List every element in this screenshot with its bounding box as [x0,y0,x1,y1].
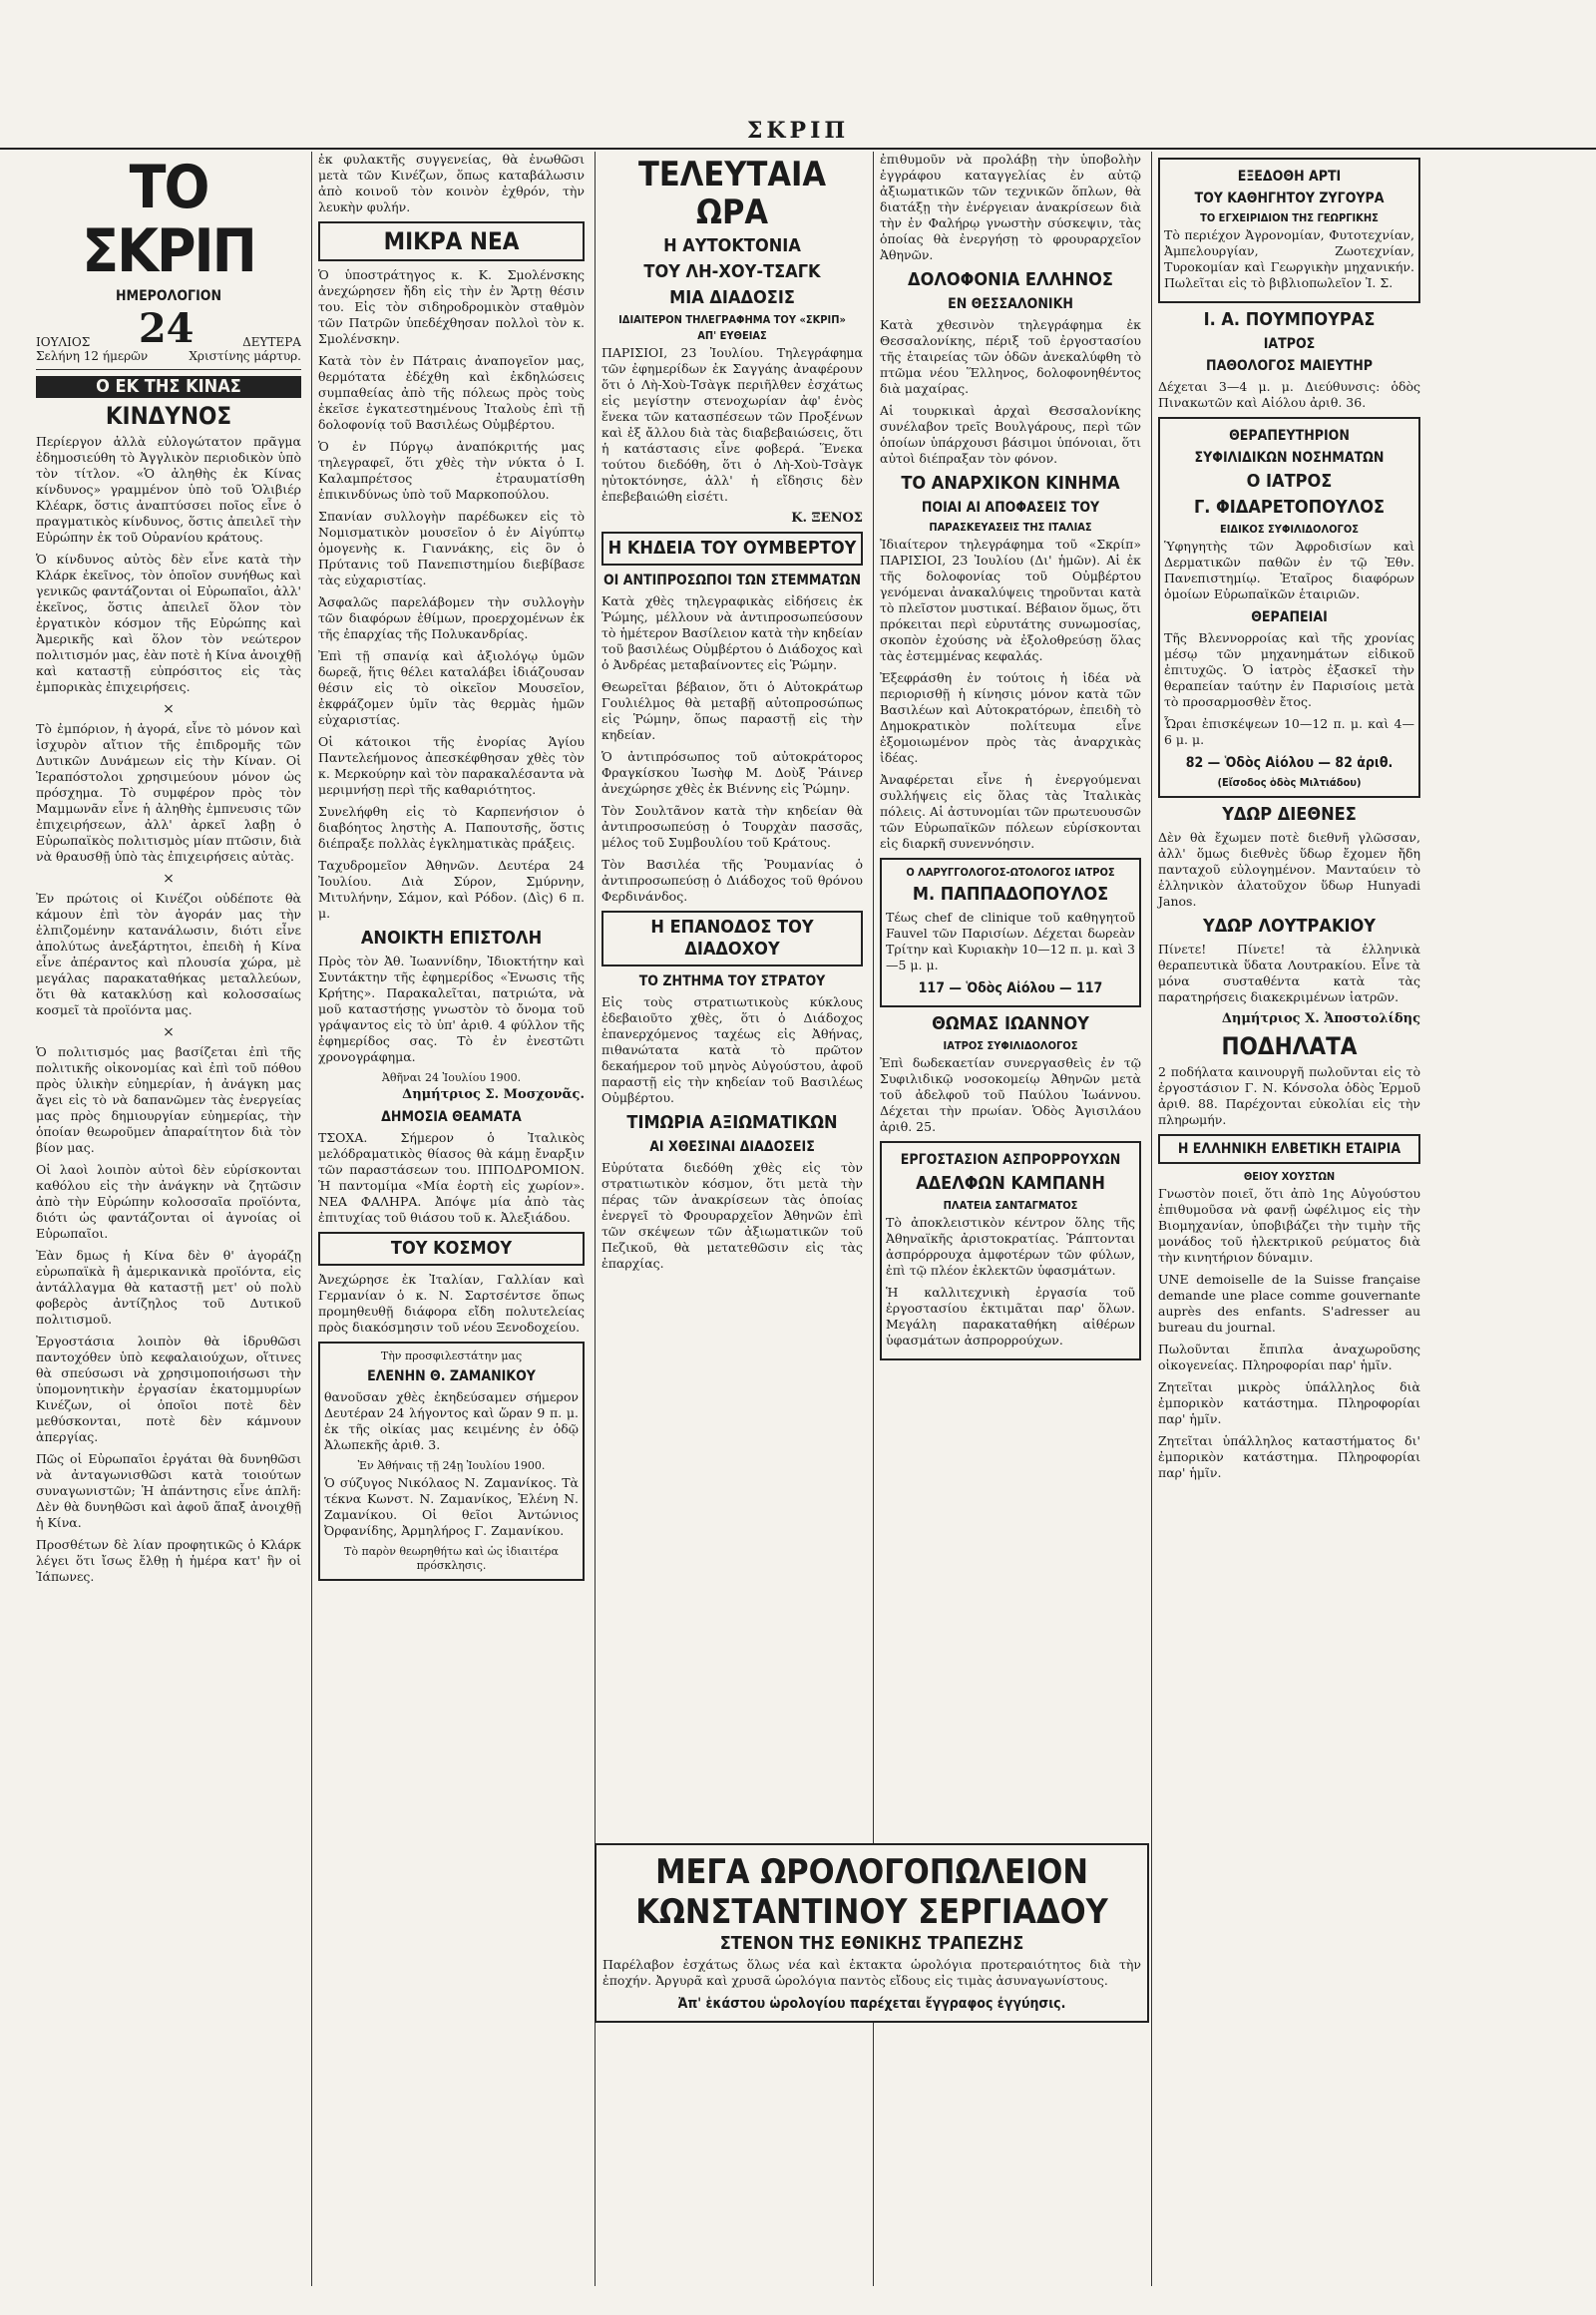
ad-text: Τέως chef de clinique τοῦ καθηγητοῦ Fauvel τῶν Παρισίων. Δέχεται δωρεὰν Τρίτην καὶ Κυριακὴν 10—12 π. μ. καὶ 3—5 μ. μ. [886,910,1135,972]
classified-ad: Πωλοῦνται ἔπιπλα ἀναχωροῦσης οἰκογενείας. Πληροφορίαι παρ' ἡμῖν. [1158,1342,1420,1372]
masthead-title: ΣΚΡΙΠ [746,118,850,144]
subheadline-italy: ΠΑΡΑΣΚΕΥΑΣΕΙΣ ΤΗΣ ΙΤΑΛΙΑΣ [929,521,1092,534]
article-paragraph: Εὐρύτατα διεδόθη χθὲς εἰς τὸν στρατιωτικὸν κόσμον, ὅτι μετὰ τὴν πέρας τῶν ἀνακρίσεων τὰς ὁποίας ἐνεργεῖ τὸ Φρουραρχεῖον Ἀθηνῶν ἐπὶ τῶν σκέψεων τῶν ἀξιωματικῶν τοῦ Πεζικοῦ, θὰ μετατεθῶσιν εἰς τὰς ἐπαρχίας. [601,1160,863,1271]
telegram-signature: Κ. ΞΕΝΟΣ [791,511,863,526]
ad-text: Παρέλαβον ἐσχάτως ὅλως νέα καὶ ἐκτακτα ὡρολόγια προτεραιότητος διὰ τὴν ἐποχήν. Ἀργυρᾶ καὶ χρυσᾶ ὡρολόγια παντὸς εἴδους εἰς τιμὰς ἀσυναγωνίστους. [602,1957,1141,1988]
column-2 [311,152,591,2286]
ad-text: Ὑφηγητὴς τῶν Ἀφροδισίων καὶ Δερματικῶν παθῶν ἐν τῷ Ἐθν. Πανεπιστημίῳ. Ἑταῖρος διαφόρων ὁμοίων Εὐρωπαϊκῶν ἑταιριῶν. [1164,539,1414,601]
article-paragraph: Κατὰ χθὲς τηλεγραφικὰς εἰδήσεις ἐκ Ῥώμης, μέλλουν νὰ ἀντιπροσωπεύσουν τὸ ἡμέτερον Βασίλειον κατὰ τὴν κηδείαν τοῦ βασιλέως Οὐμβέρτου ὁ Διάδοχος καὶ ὁ Ἀνδρέας μεταβαίνοντες εἰς Ῥώμην. [601,593,863,672]
ad-title: ΤΟΥ ΚΑΘΗΓΗΤΟΥ ΖΥΓΟΥΡΑ [1194,191,1385,206]
subheadline-army-issue: ΤΟ ΖΗΤΗΜΑ ΤΟΥ ΣΤΡΑΤΟΥ [638,973,826,989]
headline-danger: ΚΙΝΔΥΝΟΣ [105,402,232,430]
society-news: Ἀνεχώρησε ἐκ Ἰταλίαν, Γαλλίαν καὶ Γερμανίαν ὁ κ. Ν. Σαρτσέντσε ὅπως προμηθευθῇ διάφορα εἴδη πολυτελείας πρὸς διακόσμησιν τοῦ νέου Ξενοδοχείου. [318,1272,585,1335]
article-paragraph: Ἀναφέρεται εἶνε ἡ ἐνεργούμεναι συλλήψεις εἰς ὅλας τὰς Ἰταλικὰς πόλεις. Αἱ ἀστυνομίαι τῶν πρωτευουσῶν τῶν Εὐρωπαϊκῶν πόλεων εὑρίσκονται εἰς διαρκῆ συνεννόησιν. [880,772,1141,851]
news-item: Ταχυδρομεῖον Ἀθηνῶν. Δευτέρα 24 Ἰουλίου. Διὰ Σύρον, Σμύρνην, Μιτυλήνην, Σάμον, καὶ Ρόδον. (Δὶς) 6 π. μ. [318,858,585,921]
ad-heading-watch-shop: ΜΕΓΑ ΩΡΟΛΟΓΟΠΩΛΕΙΟΝ [655,1852,1088,1892]
headline-anarchist: ΤΟ ΑΝΑΡΧΙΚΟΝ ΚΙΝΗΜΑ [901,473,1120,494]
classified-ad: UNE demoiselle de la Suisse française demande une place comme gouvernante auprès des enfants. S'adresser au bureau du journal. [1158,1272,1420,1335]
telegram-label: ΙΔΙΑΙΤΕΡΟΝ ΤΗΛΕΓΡΑΦΗΜΑ ΤΟΥ «ΣΚΡΙΠ» [618,313,846,326]
theater-listing: ΤΣΟΧΑ. Σήμερον ὁ Ἰταλικὸς μελόδραματικὸς θίασος θὰ κάμῃ ἔναρξιν τῶν παραστάσεων του. ΙΠΠΟΔΡΟΜΙΟΝ. Ἡ παντομίμα «Μία ἑορτὴ εἰς χωρίον». ΝΕΑ ΦΑΛΗΡΑ. Ἀπόψε μία ἀπὸ τὰς ἐπιτυχίας τοῦ θιάσου τοῦ κ. Ἀλεξιάδου. [318,1130,585,1225]
ad-title: ΙΑΤΡΟΣ ΣΥΦΙΛΙΔΟΛΟΓΟΣ [943,1039,1078,1052]
ad-heading-water: ΥΔΩΡ ΔΙΕΘΝΕΣ [1222,804,1357,825]
article-paragraph: ἐπιθυμοῦν νὰ προλάβῃ τὴν ὑποβολὴν ἐγγράφου καταγγελίας ἐν αὐτῷ ἀξιωματικῶν τῶν τεχνικῶν ὅπλων, θὰ διατάξῃ τὴν ἐνέργειαν ἀνακρίσεων διὰ τὴν ἐν Φαλήρῳ γνωστὴν σύσκεψιν, τὰς ὁποίας θὰ ἐνεργήσῃ τὸ φρουραρχεῖον Ἀθηνῶν. [880,152,1141,262]
section-separator: × [163,1024,175,1040]
column-1 [30,152,307,2286]
news-item: Ἀσφαλῶς παρελάβομεν τὴν συλλογὴν τῶν διαφόρων ἐθίμων, προερχομένων ἐκ τῆς ἐπαρχίας τῆς Πολυκανδρίας. [318,594,585,641]
ad-text: Δὲν θὰ ἔχωμεν ποτὲ διεθνῆ γλῶσσαν, ἀλλ' ὅμως διεθνὲς ὕδωρ ἔχομεν ἤδη πανταχοῦ εὐλογημένον. Μανταύειν τὸ ἑλληνικὸν ἀλατοῦχον ὕδωρ Hunyadi Janos. [1158,830,1420,909]
article-paragraph: Τὸν Βασιλέα τῆς Ῥουμανίας ὁ ἀντιπροσωπεύσῃ ὁ Διάδοχος τοῦ θρόνου Φερδινάνδος. [601,857,863,904]
ad-signature: Δημήτριος Χ. Ἀποστολίδης [1221,1011,1420,1026]
letter-signature: Δημήτριος Σ. Μοσχονᾶς. [402,1087,585,1102]
ad-text: Τὸ περιέχον Ἀγρονομίαν, Φυτοτεχνίαν, Ἀμπελουργίαν, Ζωοτεχνίαν, Τυροκομίαν καὶ Γεωργικὴν μηχανικήν. Πωλεῖται εἰς τὸ βιβλιοπωλεῖον Ἰ. Σ. [1164,227,1414,290]
ad-title: ΘΕΡΑΠΕΙΑΙ [1251,609,1328,625]
letter-date: Ἀθῆναι 24 Ἰουλίου 1900. [381,1071,522,1084]
headline-li-hung-chang: ΤΟΥ ΛΗ-ΧΟΥ-ΤΣΑΓΚ [643,261,821,282]
section-heading-theaters: ΔΗΜΟΣΙΑ ΘΕΑΜΑΤΑ [381,1109,522,1125]
ad-name: ΚΩΝΣΤΑΝΤΙΝΟΥ ΣΕΡΓΙΑΔΟΥ [635,1892,1108,1932]
classified-ad: Ζητεῖται ὑπάλληλος καταστήματος δι' ἐμπορικὸν κατάστημα. Πληροφορίαι παρ' ἡμῖν. [1158,1433,1420,1480]
death-notice-date: Ἐν Ἀθήναις τῇ 24ῃ Ἰουλίου 1900. [357,1459,546,1472]
article-paragraph: Τὸ ἐμπόριον, ἡ ἀγορά, εἶνε τὸ μόνον καὶ ἰσχυρὸν αἴτιον τῆς ἐπιδρομῆς τῶν Δυτικῶν Δυνάμεων εἰς τὴν Κίναν. Οἱ Ἱεραπόστολοι χρησιμεύουν μόνον ὡς πρόσχημα. Τὸ συμφέρον πρὸς τὸν Μαμμωνᾶν εἶνε ἡ ἀληθὴς ἐμπνευσις τῶν ἐπιχειρήσεων, ἀλλ' ἀρκεῖ λαβῃ ὁ Εὐρωπαϊκὸς πολιτισμὸς μίαν πτῶσιν, διὰ νὰ θραυσθῇ ὑπὸ τὰς ἐπιχειρήσεις αὐτὰς. [36,721,301,864]
headline-last-hour: ΤΕΛΕΥΤΑΙΑ ΩΡΑ [637,155,827,232]
death-notice-note: Τὸ παρὸν θεωρηθήτω καὶ ὡς ἰδιαιτέρα πρόσκλησις. [344,1545,559,1572]
article-paragraph: ἐκ φυλακτῆς συγγενείας, θὰ ἐνωθῶσι μετὰ τῶν Κινέζων, ὅπως καταβάλωσιν ἀπὸ κοινοῦ τὸν κοινὸν ἐχθρόν, τὴν λευκὴν φυλήν. [318,152,585,214]
ad-title: ΕΡΓΟΣΤΑΣΙΟΝ ΑΣΠΡΟΡΡΟΥΧΩΝ [900,1152,1121,1168]
article-paragraph: Οἱ λαοὶ λοιπὸν αὐτοὶ δὲν εὑρίσκονται καθόλου εἰς τὴν ἀνάγκην νὰ ζητῶσιν ἀπὸ τὴν Εὐρώπην κολοσσαῖα προϊόντα, διότι ὡς φαντάζονται οἱ ἀγνοίας οἱ Εὐρωπαῖοι. [36,1162,301,1241]
news-item: Κατὰ τὸν ἐν Πάτραις ἀναπογεῖον μας, θερμότατα ἐδέχθη καὶ ἐκδηλώσεις συμπαθείας ἀπὸ τῆς πόλεως πρὸς τοὺς ἐκεῖσε ἐγκατεστημένους Ἰταλοὺς ἐπὶ τῇ δολοφονίᾳ τοῦ Βασιλέως Οὐμβέρτου. [318,353,585,432]
ad-title: ΠΑΘΟΛΟΓΟΣ ΜΑΙΕΥΤΗΡ [1206,358,1373,374]
saint-label: Χριστίνης μάρτυρ. [189,349,301,363]
news-item: Ἐπὶ τῇ σπανίᾳ καὶ ἀξιολόγῳ ὑμῶν δωρεᾷ, ἥτις θέλει καταλάβει ἰδιάζουσαν θέσιν εἰς τὸ οἰκεῖον Μουσεῖον, ἐκφράζομεν ὑμῖν τὰς θερμὰς ἡμῶν εὐχαριστίας. [318,648,585,727]
article-paragraph: Ἐργοστάσια λοιπὸν θὰ ἱδρυθῶσι παντοχόθεν ὑπὸ κεφαλαιούχων, οἵτινες θὰ σπεύσωσι νὰ χρησιμοποιήσωσι τὴν ὑπομονητικὴν ἐργασίαν ἑκατομμυρίων Κινέζων, οἱ ὁποῖοι ποτὲ δὲν μεθύσκονται, ποτὲ δὲν κάμνουν ἀπεργίας. [36,1334,301,1444]
classified-ad: Ζητεῖται μικρὸς ὑπάλληλος διὰ ἐμπορικὸν κατάστημα. Πληροφορίαι παρ' ἡμῖν. [1158,1379,1420,1426]
ad-title: ΘΕΙΟΥ ΧΟΥΣΤΩΝ [1243,1170,1336,1183]
ad-title: ΕΙΔΙΚΟΣ ΣΥΦΙΛΙΔΟΛΟΓΟΣ [1219,523,1360,536]
news-item: Συνελήφθη εἰς τὸ Καρπενήσιον ὁ διαβόητος ληστὴς Α. Παπουτσῆς, ὅστις διέπραξε πολλὰς ἐγκληματικὰς πράξεις. [318,804,585,851]
ad-text: Ἐπὶ δωδεκαετίαν συνεργασθεὶς ἐν τῷ Συφιλιδικῷ νοσοκομείῳ Ἀθηνῶν μετὰ τοῦ ἀδελφοῦ τοῦ Παύλου Ἰωάννου. Δέχεται τὴν πρωίαν. Ὁδὸς Ἀγισιλάου ἀριθ. 25. [880,1055,1141,1134]
ad-heading-company: Η ΕΛΛΗΝΙΚΗ ΕΛΒΕΤΙΚΗ ΕΤΑΙΡΙΑ [1158,1134,1420,1164]
ad-name: Γ. ΦΙΔΑΡΕΤΟΠΟΥΛΟΣ [1193,497,1386,518]
headline-rumor: ΜΙΑ ΔΙΑΔΟΣΙΣ [669,287,795,308]
section-separator: × [163,871,175,887]
article-paragraph: Ὁ κίνδυνος αὐτὸς δὲν εἶνε κατὰ τὴν Κλάρκ ἐκεῖνος, τὸν ὁποῖον συνήθως καὶ γενικῶς φαντάζονται οἱ Εὐρωπαῖοι, ἀλλ' ἐκεῖνος, ὅστις ἀπειλεῖ ὅλον τὸν ἐργατικὸν κόσμον τῆς Εὐρώπης καὶ Ἀμερικῆς καὶ ὅλον τὸν νεώτερον πολιτισμόν μας, ἐὰν ποτὲ ἡ Κίνα ἀνοιχθῇ καὶ καταστῇ εὐπρόσιτος εἰς τὰς ἐμπορικὰς ἐπιχειρήσεις. [36,552,301,694]
ad-text: Ἡ καλλιτεχνικὴ ἐργασία τοῦ ἐργοστασίου ἐκτιμᾶται παρ' ὅλων. Μεγάλη παρακαταθήκη αἰθέρων ὑφασμάτων ἀσπρορρούχων. [886,1285,1135,1348]
section-separator: × [163,701,175,717]
ad-text: 2 ποδήλατα καινουργῆ πωλοῦνται εἰς τὸ ἐργοστάσιον Γ. Ν. Κόνσολα ὁδὸς Ἑρμοῦ ἀριθ. 88. Παρέχονται εὐκολίαι εἰς τὴν πληρωμήν. [1158,1064,1420,1127]
day-number: 24 [138,305,195,352]
ad-address: ΠΛΑΤΕΙΑ ΣΑΝΤΑΓΜΑΤΟΣ [943,1199,1078,1212]
ad-text: Δέχεται 3—4 μ. μ. Διεύθυνσις: ὁδὸς Πινακωτῶν καὶ Αἰόλου ἀριθ. 36. [1158,379,1420,410]
divider [36,369,301,370]
death-notice-mourners: Ὁ σύζυγος Νικόλαος Ν. Ζαμανίκος. Τὰ τέκνα Κωνστ. Ν. Ζαμανίκος, Ἑλένη Ν. Ζαμανίκου. Οἱ θεῖοι Ἀντώνιος Ὀρφανίδης, Ἀρμηλήρος Γ. Ζαμανίκου. [324,1475,579,1538]
news-item: Ὁ ὑποστράτηγος κ. Κ. Σμολένσκης ἀνεχώρησεν ἤδη εἰς τὴν ἐν Ἄρτῃ θέσιν του. Εἰς τὸν σιδηροδρομικὸν σταθμὸν τῶν Πατρῶν ὑπεδέχθησαν πολλοὶ τὸν κ. Σμολένσκην. [318,267,585,346]
ad-name: ΘΩΜΑΣ ΙΩΑΝΝΟΥ [932,1013,1089,1034]
section-heading-open-letter: ΑΝΟΙΚΤΗ ΕΠΙΣΤΟΛΗ [360,928,543,949]
article-paragraph: Αἱ τουρκικαὶ ἀρχαὶ Θεσσαλονίκης συνέλαβον τρεῖς Βουλγάρους, περὶ τῶν ὁποίων ὑπάρχουσι βάσιμοι ὑπόνοιαι, ὅτι αὐτοὶ διέπραξαν τὸν φόνον. [880,403,1141,466]
ad-title: ΤΟ ΕΓΧΕΙΡΙΔΙΟΝ ΤΗΣ ΓΕΩΡΓΙΚΗΣ [1200,211,1379,224]
article-paragraph: Ἰδιαίτερον τηλεγράφημα τοῦ «Σκρίπ» ΠΑΡΙΣΙΟΙ, 23 Ἰουλίου (Δι' ἡμῶν). Αἱ ἐκ τῆς δολοφονίας τοῦ Οὐμβέρτου γενόμεναι ἀνακαλύψεις τηροῦνται κατὰ τὸ πλεῖστον μυστικαί. Βέβαιον ὅμως, ὅτι πρόκειται περὶ εὐρυτάτης συνωμοσίας, σκοπὸν ἐχούσης νὰ ἐξολοθρεύσῃ ὅλας τὰς ἐστεμμένας κεφαλάς. [880,537,1141,663]
page-masthead [0,118,1596,150]
ad-title: ΕΞΕΔΟΘΗ ΑΡΤΙ [1237,169,1342,185]
ad-title: Ο ΙΑΤΡΟΣ [1246,471,1333,492]
death-notice-intro: Τὴν προσφιλεστάτην μας [380,1350,523,1362]
ad-title: ΙΑΤΡΟΣ [1263,336,1316,352]
news-item: Οἱ κάτοικοι τῆς ἐνορίας Ἁγίου Παντελεήμονος ἀπεσκέφθησαν χθὲς τὸν κ. Μερκούρην καὶ τὸν παρακαλέσαντα νὰ μεριμνήσῃ περὶ τῆς καθαριότητος. [318,734,585,797]
subheadline-decisions: ΠΟΙΑΙ ΑΙ ΑΠΟΦΑΣΕΙΣ ΤΟΥ [921,500,1100,516]
article-paragraph: Κατὰ χθεσινὸν τηλεγράφημα ἐκ Θεσσαλονίκης, πέριξ τοῦ ἐργοστασίου τῆς ἑταιρείας τῶν ὁδῶν ἀνεκαλύφθη τὸ πτῶμα νέου Ἕλληνος, δολοφονηθέντος διὰ μαχαίρας. [880,317,1141,396]
telegram-text: ΠΑΡΙΣΙΟΙ, 23 Ἰουλίου. Τηλεγράφημα τῶν ἐφημερίδων ἐκ Σαγγάης ἀναφέρουν ὅτι ὁ Λὴ-Χοὺ-Τσὰγκ περιῆλθεν ἐσχάτως εἰς μεγίστην στενοχωρίαν ἀφ' ἑνὸς ἕνεκα τῶν κατασπέσεων τῶν Προξένων καὶ ἐξ ἄλλου διὰ τὰς διαβεβαιώσεις, ὅτι ἡ κατάστασις εἶνε φοβερά. Ἕνεκα τούτου διεδόθη, ὅτι ὁ Λὴ-Χοὺ-Τσὰγκ ηὐτοκτόνησε, ἀλλ' ἡ εἴδησις δὲν ἐπεβεβαιώθη εἰσέτι. [601,345,863,504]
headline-officers-punishment: ΤΙΜΩΡΙΑ ΑΞΙΩΜΑΤΙΚΩΝ [626,1112,838,1133]
direct-label: ΑΠ' ΕΥΘΕΙΑΣ [697,329,767,342]
subheadline-rumors: ΑΙ ΧΘΕΣΙΝΑΙ ΔΙΑΔΟΣΕΙΣ [649,1139,815,1155]
headline-china: Ο ΕΚ ΤΗΣ ΚΙΝΑΣ [36,376,301,398]
news-item: Σπανίαν συλλογὴν παρέδωκεν εἰς τὸ Νομισματικὸν μουσεῖον ὁ ἐν Αἰγύπτῳ ὁμογενὴς κ. Γιαννάκης, εἰς ὃν ὁ Πρύτανις τοῦ Πανεπιστημίου διεβίβασε τὰς εὐχαριστίας. [318,509,585,587]
article-paragraph: Τὸν Σουλτᾶνον κατὰ τὴν κηδείαν θὰ ἀντιπροσωπεύσῃ ὁ Τουρχὰν πασσᾶς, μέλος τοῦ Συμβουλίου τοῦ Κράτους. [601,803,863,850]
death-notice-text: θανοῦσαν χθὲς ἐκηδεύσαμεν σήμερον Δευτέραν 24 λήγοντος καὶ ὥραν 9 π. μ. ἐκ τῆς οἰκίας μας κειμένης ἐν ὁδῷ Ἀλωπεκῆς ἀριθ. 3. [324,1389,579,1452]
article-paragraph: Ἐξεφράσθη ἐν τούτοις ἡ ἰδέα νὰ περιορισθῇ ἡ κίνησις μόνον κατὰ τῶν Βασιλέων καὶ Αὐτοκρατόρων, ἐπειδὴ τὸ Δημοκρατικὸν πολίτευμα εἶνε ἐξομοιωμένον πρὸς τὰς ἀναρχικὰς ἰδέας. [880,670,1141,765]
ad-address: 82 — Ὁδὸς Αἰόλου — 82 ἀριθ. [1185,755,1394,771]
subheadline-thessaloniki: ΕΝ ΘΕΣΣΑΛΟΝΙΚΗ [948,296,1073,312]
death-notice [318,1342,585,1581]
headline-funeral: Η ΚΗΔΕΙΑ ΤΟΥ ΟΥΜΒΕΡΤΟΥ [601,532,863,566]
ad-book [1158,158,1420,303]
ad-address: ΣΤΕΝΟΝ ΤΗΣ ΕΘΝΙΚΗΣ ΤΡΑΠΕΖΗΣ [719,1933,1024,1954]
subheadline-representatives: ΟΙ ΑΝΤΙΠΡΟΣΩΠΟΙ ΤΩΝ ΣΤΕΜΜΑΤΩΝ [602,573,862,588]
logo-subtitle: ΗΜΕΡΟΛΟΓΙΟΝ [115,288,222,304]
ad-footer: Ἀπ' ἑκάστου ὡρολογίου παρέχεται ἔγγραφος ἐγγύησις. [677,1996,1066,2012]
article-paragraph: Περίεργον ἀλλὰ εὐλογώτατον πρᾶγμα ἐδημοσιεύθη τὸ Ἀγγλικὸν περιοδικὸν ὑπὸ τὸν τίτλον. «Ὁ ἀληθὴς ἐκ Κίνας κίνδυνος» γραμμένον ὑπὸ τοῦ Ὁλιβιέρ Κλέαρκ, ὅστις ἀναπτύσσει ποῖος εἶνε ὁ πραγματικὸς κίνδυνος, ὅστις ἀπειλεῖ τὴν Εὐρώπην ἐκ τοῦ Οὐρανίου κράτους. [36,434,301,545]
ad-name: Μ. ΠΑΠΠΑΔΟΠΟΥΛΟΣ [912,884,1109,905]
moon-label: Σελήνη 12 ήμερῶν [36,349,149,363]
article-paragraph: Θεωρεῖται βέβαιον, ὅτι ὁ Αὐτοκράτωρ Γουλιέλμος θὰ μεταβῇ αὐτοπροσώπως εἰς Ῥώμην, ὅπως παραστῇ εἰς τὴν κηδείαν. [601,679,863,742]
ad-name: ΑΔΕΛΦΩΝ ΚΑΜΠΑΝΗ [916,1173,1105,1194]
article-paragraph: Πῶς οἱ Εὐρωπαῖοι ἐργάται θὰ δυνηθῶσι νὰ ἀνταγωνισθῶσι κατὰ τοιούτων συναγωνιστῶν; Ἡ ἀπάντησις εἶνε ἁπλῆ: Δὲν θὰ δυνηθῶσι καὶ ἀφοῦ ἅπαξ ἀνοιχθῇ ἡ Κίνα. [36,1451,301,1530]
ad-address: 117 — Ὁδὸς Αἰόλου — 117 [918,980,1103,996]
month-label: ΙΟΥΛΙΟΣ [36,335,91,349]
weekday-label: ΔΕΥΤΕΡΑ [242,335,301,349]
ad-text: Πίνετε! Πίνετε! τὰ ἑλληνικὰ θεραπευτικὰ ὕδατα Λουτρακίου. Εἶνε τὰ μόνα συσταθέντα κατὰ τὰς παρατηρήσεις διακεκριμένων ἰατρῶν. [1158,942,1420,1004]
column-5 [1151,152,1426,2286]
ad-name: Ι. Α. ΠΟΥΜΠΟΥΡΑΣ [1203,309,1376,330]
ad-laryngologist [880,858,1141,1007]
ad-title: ΘΕΡΑΠΕΥΤΗΡΙΟΝ [1229,428,1350,444]
newspaper-logo: ΤΟ ΣΚΡΙΠ [82,153,255,286]
article-paragraph: Προσθέτων δὲ λίαν προφητικῶς ὁ Κλάρκ λέγει ὅτι ἴσως ἔλθῃ ἡ ἡμέρα κατ' ἣν οἱ Ἰάπωνες. [36,1537,301,1584]
headline-suicide: Η ΑΥΤΟΚΤΟΝΙΑ [663,235,801,256]
ad-heading-bicycles: ΠΟΔΗΛΑΤΑ [1221,1032,1358,1060]
article-paragraph: Ἐν πρώτοις οἱ Κινέζοι οὐδέποτε θὰ κάμουν ἐπὶ τὸν ἀγοράν μας τὴν ἐλπιζομένην κατανάλωσιν, διότι εἶνε ἀπολύτως ἀνεξάρτητοι, ἐπειδὴ ἡ Κίνα εἶνε ἀπέραντος καὶ πλουσία χώρα, μὲ μεγάλας παρακαταθήκας μεταλλεύων, ὅτι θὰ κατακλύσῃ καὶ κολοσσαίως κοσμεῖ τὰ προϊόντα μας. [36,891,301,1017]
ad-title: Ο ΛΑΡΥΓΓΟΛΟΓΟΣ-ΩΤΟΛΟΓΟΣ ΙΑΤΡΟΣ [906,866,1115,879]
ad-address: (Εἴσοδος ὁδὸς Μιλτιάδου) [1217,776,1362,789]
date-row [36,305,301,352]
headline-murder: ΔΟΛΟΦΟΝΙΑ ΕΛΛΗΝΟΣ [908,269,1113,290]
article-paragraph: Εἰς τοὺς στρατιωτικοὺς κύκλους ἐδεβαιοῦτο χθὲς, ὅτι ὁ Διάδοχος ἐπανερχόμενος ταχέως εἰς Ἀθήνας, πιθανώτατα κατὰ τὸ πρῶτον δεκαήμερον τοῦ μηνὸς Αὐγούστου, ἀφοῦ παραστῇ εἰς τὴν κηδείαν τοῦ Βασιλέως Οὐμβέρτου. [601,994,863,1105]
ad-text: Τὸ ἀποκλειστικὸν κέντρον ὅλης τῆς Ἀθηναϊκῆς ἀριστοκρατίας. Ῥάπτονται ἀσπρόρρουχα ἀμφοτέρων τῶν φύλων, ἐπὶ τῷ πλέον ἐκλεκτῶν ὑφασμάτων. [886,1215,1135,1278]
article-paragraph: Ὁ ἀντιπρόσωπος τοῦ αὐτοκράτορος Φραγκίσκου Ἰωσὴφ Μ. Δοὺξ Ῥάινερ ἀνεχώρησε χθὲς ἐκ Βιέννης εἰς Ῥώμην. [601,749,863,796]
ad-heading-loutraki: ΥΔΩΡ ΛΟΥΤΡΑΚΙΟΥ [1202,916,1377,937]
letter-body: Πρὸς τὸν Ἀθ. Ἰωαννίδην, Ἰδιοκτήτην καὶ Συντάκτην τῆς ἐφημερίδος «Ἐνωσις τῆς Κρήτης». Παρακαλεῖται, πατριώτα, νὰ μοῦ καταστήσῃς γνωστὸν τὸ ὄνομα τοῦ γράψαντος εἰς τὸ ὑπ' ἀριθ. 4 φύλλον τῆς ἐφημερίδος σας. Τὸ ἐν ἐνεστῶτι χρονογράφημα. [318,954,585,1064]
ad-clinic [1158,417,1420,798]
headline-return-crown-prince: Η ΕΠΑΝΟΔΟΣ ΤΟΥ ΔΙΑΔΟΧΟΥ [601,911,863,966]
death-notice-name: ΕΛΕΝΗΝ Θ. ΖΑΜΑΝΙΚΟΥ [367,1368,536,1384]
ad-watchmaker [595,1843,1149,2023]
section-heading-mikra-nea: ΜΙΚΡΑ ΝΕΑ [318,221,585,261]
article-paragraph: Ὁ πολιτισμός μας βασίζεται ἐπὶ τῆς πολιτικῆς οἰκονομίας καὶ ἐπὶ τοῦ πόθου πρὸς ὑλικὴν εὐημερίαν, ἡ ἀνάγκη μας ἄγει εἰς τὸ νὰ δαπανῶμεν τὰς ἐνεργείας μας πρὸς δημιουργίαν εὐημερίας, τὴν ὁποίαν θεωροῦμεν ἀπαραίτητον διὰ τὸν βίον μας. [36,1044,301,1155]
ad-title: ΣΥΦΙΛΙΔΙΚΩΝ ΝΟΣΗΜΑΤΩΝ [1194,450,1385,466]
ad-text: Γνωστὸν ποιεῖ, ὅτι ἀπὸ 1ης Αὐγούστου ἐπιθυμοῦσα νὰ φανῇ ὠφέλιμος εἰς τὴν Βιομηχανίαν, ὑποβιβάζει τὴν τιμὴν τῆς μονάδος τοῦ ἠλεκτρικοῦ ρεύματος διὰ τὴν κινητήριον δύναμιν. [1158,1186,1420,1265]
article-paragraph: Ἐὰν δμως ἡ Κίνα δὲν θ' ἀγοράζῃ εὐρωπαϊκὰ ἢ ἀμερικανικὰ προϊόντα, εἰς ἀντάλλαγμα θὰ καταστῇ μετ' οὐ πολὺ φοβερὸς ἀντίζηλος τοῦ Δυτικοῦ πολιτισμοῦ. [36,1248,301,1327]
ad-linen-factory [880,1141,1141,1360]
ad-text: Ὧραι ἐπισκέψεων 10—12 π. μ. καὶ 4—6 μ. μ. [1164,716,1414,747]
news-item: Ὁ ἐν Πύργῳ ἀναπόκριτής μας τηλεγραφεῖ, ὅτι χθὲς τὴν νύκτα ὁ Ι. Καλαμπρέτσος ἐτραυματίσθη ἐπικινδύνως ὑπὸ τοῦ Μαρκοπούλου. [318,439,585,502]
section-heading-world: ΤΟΥ ΚΟΣΜΟΥ [318,1232,585,1266]
ad-text: Τῆς Βλεννορροίας καὶ τῆς χρονίας μέσῳ τῶν μηχανημάτων εἰδικοῦ ἐπιτυχῶς. Ὁ ἰατρὸς ἐξασκεῖ τὴν θεραπείαν ταύτην ἐν Παρισίοις μετὰ τὸ προσαρμοσθὲν ἔτος. [1164,630,1414,709]
